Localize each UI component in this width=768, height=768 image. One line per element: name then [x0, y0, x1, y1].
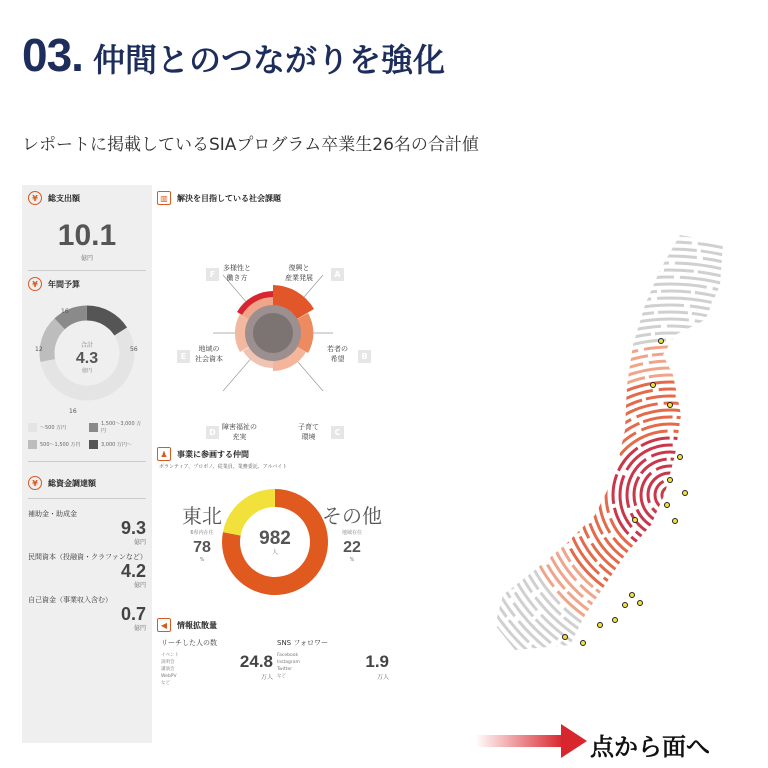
legend-swatch — [89, 440, 98, 449]
reach-block — [155, 632, 393, 687]
map-stripe — [592, 417, 748, 573]
map-stripe — [571, 396, 765, 594]
peers-label: 事業に参画する仲間 — [177, 449, 249, 459]
map-stripe — [641, 466, 699, 524]
reach-right-list: Facebook Instagram Twitter など — [277, 653, 300, 679]
radar-tag-e: E — [177, 350, 190, 363]
chart-icon: ▥ — [157, 191, 171, 205]
reach-left — [161, 638, 273, 687]
funding-item-label: 補助金・助成金 — [28, 510, 77, 518]
map-stripe — [475, 235, 765, 665]
reach-right — [277, 638, 389, 687]
map-stripe — [655, 480, 685, 510]
issues-radar — [155, 205, 393, 441]
map-pin-icon — [638, 601, 643, 606]
budget-header — [22, 271, 152, 291]
issues-header — [155, 185, 393, 205]
peers-left-caption: 6県内在住 — [190, 530, 214, 536]
budget-seg-label: 12 — [35, 346, 43, 353]
radar-tag-a: A — [331, 268, 344, 281]
total-spend-value: 10.1 — [57, 219, 117, 252]
map-stripe — [613, 438, 727, 552]
map-stripe — [536, 361, 765, 629]
page-title: 仲間とのつながりを強化 — [92, 41, 445, 79]
funding-item-unit: 億円 — [133, 539, 146, 546]
people-icon: ♟ — [157, 447, 171, 461]
radar-core — [253, 313, 293, 353]
peers-left — [173, 500, 231, 563]
budget-center-value: 4.3 — [75, 350, 99, 367]
issues-label: 解決を目指している社会課題 — [177, 193, 281, 203]
map-stripe — [494, 319, 765, 665]
map-stripe — [662, 487, 678, 503]
radar-label-b: 若者の 希望 — [327, 345, 348, 363]
section-number: 03. — [22, 29, 83, 81]
map-pin-icon — [673, 519, 678, 524]
radar-tag-f: F — [206, 268, 219, 281]
map-pin-icon — [623, 603, 628, 608]
reach-right-unit: 万人 — [376, 674, 389, 681]
reach-label: 情報拡散量 — [177, 620, 217, 630]
map-pin-icon — [668, 478, 673, 483]
legend-item — [89, 420, 146, 434]
reach-header — [155, 612, 393, 632]
funding-item-value: 0.7 — [120, 604, 146, 624]
map-pin-icon — [668, 403, 673, 408]
map-pin-icon — [659, 339, 664, 344]
issues-radar-svg — [155, 205, 393, 441]
arrow-head — [561, 724, 587, 758]
funding-item-label: 自己資金（事業収入含む） — [28, 596, 112, 604]
map-pin-icon — [563, 635, 568, 640]
map-stripe — [634, 459, 706, 531]
peers-left-region: 東北 — [182, 504, 222, 528]
left-panel — [22, 185, 152, 743]
budget-center-unit: 億円 — [81, 368, 93, 374]
middle-panel — [155, 185, 393, 743]
legend-label: 1,500〜3,000 万円 — [101, 421, 142, 434]
map-pin-icon — [581, 641, 586, 646]
budget-seg-label: 16 — [69, 408, 77, 415]
peers-right-value: 22 — [343, 539, 361, 556]
budget-seg-label: 16 — [61, 308, 69, 315]
map-stripe — [475, 277, 765, 665]
funding-label: 総資金調達額 — [48, 478, 96, 488]
legend-label: 500〜1,500 万円 — [40, 442, 81, 448]
budget-donut — [22, 291, 152, 416]
peers-right — [315, 500, 389, 563]
radar-tag-c: C — [331, 426, 344, 439]
budget-label: 年間予算 — [48, 279, 80, 289]
legend-label: 3,000 万円〜 — [101, 442, 132, 448]
tagline: 点から面へ — [590, 733, 710, 761]
arrow-icon — [475, 722, 590, 762]
radar-tag-b: B — [358, 350, 371, 363]
funding-item-value: 9.3 — [120, 518, 146, 538]
total-spend-label: 総支出額 — [48, 193, 80, 203]
legend-swatch — [28, 440, 37, 449]
map-stripe — [585, 410, 755, 580]
map-stripe — [475, 249, 765, 665]
reach-right-head: SNS フォロワー — [277, 639, 328, 647]
peers-left-value: 78 — [193, 539, 211, 556]
reach-right-value: 1.9 — [365, 652, 389, 671]
map-pin-icon — [665, 503, 670, 508]
radar-label-f: 多様性と 働き方 — [223, 264, 251, 282]
legend-item — [89, 440, 146, 449]
peers-right-region: その他 — [322, 504, 382, 528]
budget-center-label: 合計 — [80, 342, 94, 349]
map-pin-icon — [613, 618, 618, 623]
map-pin-icon — [683, 491, 688, 496]
divider — [28, 461, 146, 462]
total-spend-unit: 億円 — [80, 255, 93, 262]
map-pin-icon — [598, 623, 603, 628]
funding-item-unit: 億円 — [133, 582, 146, 589]
legend-swatch — [89, 423, 98, 432]
reach-left-unit: 万人 — [260, 674, 273, 681]
legend-item — [28, 440, 85, 449]
reach-left-list: イベント 説明会 講演会 WebPV など — [161, 653, 179, 686]
ring-segment — [87, 313, 121, 332]
funding-list — [22, 499, 152, 636]
peers-center-value: 982 — [259, 528, 291, 549]
total-spend-header — [22, 185, 152, 205]
peers-note: ボランティア、プロボノ、従業員、業務委託、アルバイト — [159, 464, 288, 470]
yen-icon: ¥ — [28, 476, 42, 490]
funding-item-value: 4.2 — [120, 561, 146, 581]
budget-legend — [22, 416, 152, 453]
peers-right-caption: 地域在住 — [341, 530, 362, 536]
peers-ring-chart — [155, 472, 393, 612]
radar-tag-d: D — [206, 426, 219, 439]
funding-header — [22, 470, 152, 490]
megaphone-icon: ◀ — [157, 618, 171, 632]
legend-item — [28, 420, 85, 434]
budget-donut-svg — [22, 291, 152, 416]
map-stripe — [564, 389, 765, 601]
arrow-shaft — [475, 735, 563, 747]
funding-item-label: 民間資本（投融資・クラファンなど） — [28, 553, 147, 561]
map-pin-icon — [630, 593, 635, 598]
reach-left-head: リーチした人の数 — [161, 639, 217, 647]
radar-label-e: 地域の 社会資本 — [195, 345, 223, 363]
map-stripe — [475, 256, 765, 665]
funding-item-unit: 億円 — [133, 625, 146, 632]
map-pin-icon — [678, 455, 683, 460]
yen-icon: ¥ — [28, 191, 42, 205]
peers-header — [155, 441, 393, 461]
map-pin-icon — [651, 383, 656, 388]
radar-label-a: 復興と 産業発展 — [285, 264, 313, 282]
map-stripe — [475, 263, 765, 665]
ring-segment — [47, 324, 60, 361]
legend-swatch — [28, 423, 37, 432]
radar-label-d: 障害福祉の 充実 — [222, 423, 257, 441]
legend-label: 〜500 万円 — [40, 424, 67, 431]
peers-center-unit: 人 — [271, 549, 279, 556]
reach-left-value: 24.8 — [239, 652, 273, 671]
radar-label-c: 子育て 環境 — [298, 423, 319, 441]
map-pin-icon — [633, 518, 638, 523]
budget-seg-label: 56 — [130, 346, 138, 353]
map-stripe — [606, 431, 734, 559]
peers-left-unit: % — [199, 557, 205, 563]
yen-icon: ¥ — [28, 277, 42, 291]
peers-right-unit: % — [349, 557, 355, 563]
page-subtitle: レポートに掲載しているSIAプログラム卒業生26名の合計値 — [22, 135, 479, 155]
tohoku-map — [475, 225, 765, 665]
page-header — [22, 28, 445, 82]
